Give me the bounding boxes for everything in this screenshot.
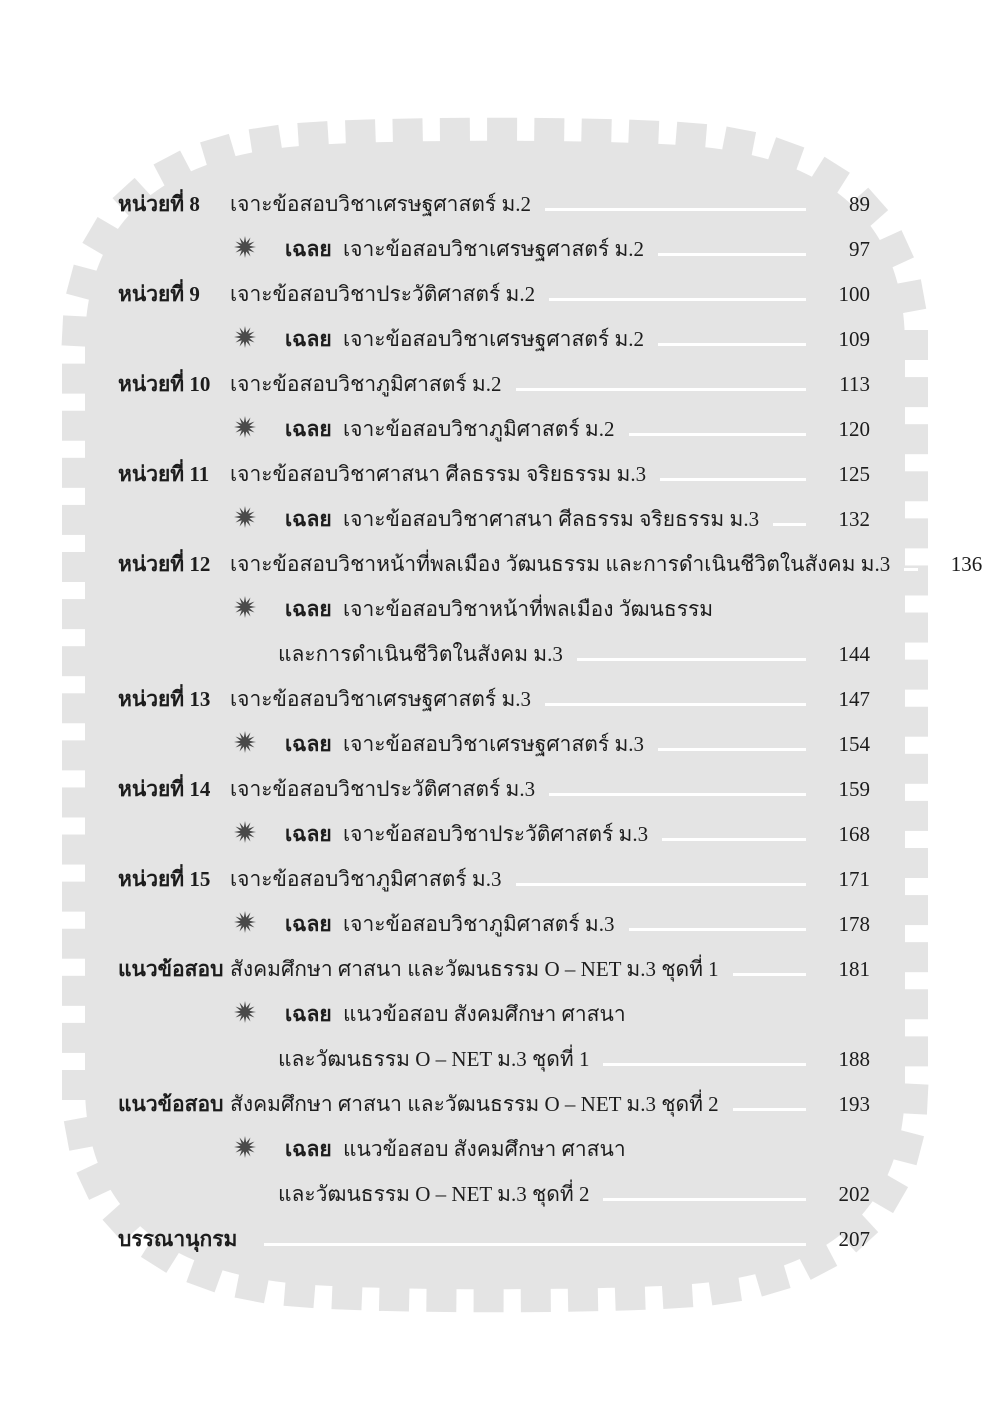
toc-entry-row — [118, 1027, 870, 1072]
toc-entry-row — [118, 532, 983, 577]
starburst-icon — [233, 325, 257, 349]
entry-label: หน่วยที่ 11 — [118, 461, 210, 486]
page-number: 125 — [838, 461, 870, 486]
toc-entry-row — [118, 352, 870, 397]
toc-entry-row — [118, 307, 870, 352]
leader-line — [264, 1243, 806, 1246]
toc-entry-row — [118, 262, 870, 307]
toc-entry-row — [118, 1162, 870, 1207]
entry-title: เจาะข้อสอบวิชาเศรษฐศาสตร์ ม.2 — [343, 236, 645, 261]
answer-prefix: เฉลย — [285, 731, 332, 756]
entry-label: หน่วยที่ 13 — [118, 686, 211, 711]
entry-label: หน่วยที่ 15 — [118, 866, 211, 891]
entry-title: เจาะข้อสอบวิชาภูมิศาสตร์ ม.2 — [230, 371, 502, 396]
page-number: 100 — [838, 281, 870, 306]
starburst-shape — [234, 731, 256, 753]
answer-prefix: เฉลย — [285, 1136, 332, 1161]
page-number: 159 — [838, 776, 870, 801]
toc-entry-row — [118, 802, 870, 847]
answer-prefix: เฉลย — [285, 911, 332, 936]
toc-entry-row — [118, 667, 870, 712]
page-number: 136 — [950, 551, 983, 576]
leader-line — [629, 433, 806, 436]
entry-marker — [230, 730, 260, 757]
page-number: 188 — [838, 1046, 870, 1071]
answer-prefix: เฉลย — [285, 416, 332, 441]
entry-title: เจาะข้อสอบวิชาศาสนา ศีลธรรม จริยธรรม ม.3 — [230, 461, 647, 486]
starburst-icon — [233, 1000, 257, 1024]
page-number: 202 — [838, 1181, 870, 1206]
leader-line — [662, 838, 806, 841]
answer-prefix: เฉลย — [285, 821, 332, 846]
entry-marker — [230, 505, 260, 532]
answer-prefix: เฉลย — [285, 596, 332, 621]
page-number: 154 — [838, 731, 870, 756]
leader-line — [733, 1108, 806, 1111]
leader-line — [577, 658, 806, 661]
entry-label: หน่วยที่ 10 — [118, 371, 211, 396]
toc-entry-row — [118, 847, 870, 892]
entry-marker — [230, 325, 260, 352]
leader-line — [545, 703, 806, 706]
toc-entry-row — [118, 217, 870, 262]
starburst-icon — [233, 820, 257, 844]
page-number: 171 — [838, 866, 870, 891]
entry-title: เจาะข้อสอบวิชาประวัติศาสตร์ ม.3 — [230, 776, 536, 801]
entry-marker — [230, 820, 260, 847]
entry-title: เจาะข้อสอบวิชาภูมิศาสตร์ ม.3 — [343, 911, 615, 936]
entry-title: และวัฒนธรรม O – NET ม.3 ชุดที่ 2 — [278, 1181, 590, 1206]
toc-entry-row — [118, 1207, 870, 1252]
entry-marker — [230, 415, 260, 442]
page-number: 109 — [838, 326, 870, 351]
entry-marker — [230, 1135, 260, 1162]
starburst-shape — [234, 911, 256, 933]
entry-title: เจาะข้อสอบวิชาประวัติศาสตร์ ม.3 — [343, 821, 649, 846]
starburst-icon — [233, 235, 257, 259]
entry-title: เจาะข้อสอบวิชาภูมิศาสตร์ ม.2 — [343, 416, 615, 441]
starburst-shape — [234, 236, 256, 258]
answer-prefix: เฉลย — [285, 326, 332, 351]
entry-marker — [230, 1000, 260, 1027]
entry-label: หน่วยที่ 8 — [118, 191, 200, 216]
answer-prefix: เฉลย — [285, 506, 332, 531]
toc-entry-row — [118, 442, 870, 487]
leader-line — [629, 928, 806, 931]
toc-entry-row — [118, 982, 870, 1027]
page-number: 120 — [838, 416, 870, 441]
entry-title: แนวข้อสอบ สังคมศึกษา ศาสนา — [343, 1136, 626, 1161]
entry-title: เจาะข้อสอบวิชาเศรษฐศาสตร์ ม.3 — [343, 731, 645, 756]
toc-entry-row — [118, 397, 870, 442]
starburst-icon — [233, 595, 257, 619]
leader-line — [603, 1063, 806, 1066]
page-number: 132 — [838, 506, 870, 531]
entry-title: เจาะข้อสอบวิชาเศรษฐศาสตร์ ม.2 — [343, 326, 645, 351]
toc-list — [118, 172, 983, 1252]
entry-title: เจาะข้อสอบวิชาเศรษฐศาสตร์ ม.3 — [230, 686, 532, 711]
answer-prefix: เฉลย — [285, 1001, 332, 1026]
toc-entry-row — [118, 622, 870, 667]
entry-title: และการดำเนินชีวิตในสังคม ม.3 — [278, 641, 563, 666]
page-number: 89 — [849, 191, 870, 216]
leader-line — [904, 568, 918, 571]
leader-line — [549, 793, 806, 796]
leader-line — [660, 478, 806, 481]
toc-entry-row — [118, 577, 870, 622]
starburst-shape — [234, 1136, 256, 1158]
entry-label: หน่วยที่ 12 — [118, 551, 211, 576]
leader-line — [516, 388, 806, 391]
starburst-icon — [233, 1135, 257, 1159]
leader-line — [545, 208, 806, 211]
entry-title: เจาะข้อสอบวิชาเศรษฐศาสตร์ ม.2 — [230, 191, 532, 216]
leader-line — [516, 883, 806, 886]
page-number: 193 — [838, 1091, 870, 1116]
page-number: 207 — [838, 1226, 870, 1251]
toc-entry-row — [118, 712, 870, 757]
toc-entry-row — [118, 1117, 870, 1162]
entry-title: เจาะข้อสอบวิชาภูมิศาสตร์ ม.3 — [230, 866, 502, 891]
leader-line — [658, 748, 806, 751]
entry-title: และวัฒนธรรม O – NET ม.3 ชุดที่ 1 — [278, 1046, 590, 1071]
answer-prefix: เฉลย — [285, 236, 332, 261]
entry-label: แนวข้อสอบ — [118, 956, 224, 981]
toc-entry-row — [118, 937, 870, 982]
leader-line — [603, 1198, 806, 1201]
page-number: 97 — [849, 236, 870, 261]
starburst-shape — [234, 1001, 256, 1023]
starburst-shape — [234, 416, 256, 438]
page-number: 144 — [838, 641, 870, 666]
page-number: 178 — [838, 911, 870, 936]
entry-marker — [230, 910, 260, 937]
entry-title: แนวข้อสอบ สังคมศึกษา ศาสนา — [343, 1001, 626, 1026]
toc-entry-row — [118, 892, 870, 937]
entry-title: เจาะข้อสอบวิชาศาสนา ศีลธรรม จริยธรรม ม.3 — [343, 506, 760, 531]
leader-line — [773, 523, 806, 526]
entry-title: เจาะข้อสอบวิชาหน้าที่พลเมือง วัฒนธรรม — [343, 596, 714, 621]
leader-line — [658, 253, 806, 256]
starburst-shape — [234, 596, 256, 618]
entry-title: สังคมศึกษา ศาสนา และวัฒนธรรม O – NET ม.3 ชุดที่ 1 — [230, 956, 719, 981]
page-number: 113 — [839, 371, 870, 396]
starburst-icon — [233, 910, 257, 934]
leader-line — [733, 973, 806, 976]
leader-line — [549, 298, 806, 301]
toc-entry-row — [118, 487, 870, 532]
entry-title: เจาะข้อสอบวิชาประวัติศาสตร์ ม.2 — [230, 281, 536, 306]
entry-label: บรรณานุกรม — [118, 1226, 238, 1251]
toc-entry-row — [118, 757, 870, 802]
page-number: 147 — [838, 686, 870, 711]
page-number: 168 — [838, 821, 870, 846]
entry-label: แนวข้อสอบ — [118, 1091, 224, 1116]
leader-line — [658, 343, 806, 346]
starburst-shape — [234, 821, 256, 843]
entry-title: เจาะข้อสอบวิชาหน้าที่พลเมือง วัฒนธรรม และการดำเนินชีวิตในสังคม ม.3 — [230, 551, 891, 576]
entry-marker — [230, 235, 260, 262]
entry-title: สังคมศึกษา ศาสนา และวัฒนธรรม O – NET ม.3 ชุดที่ 2 — [230, 1091, 719, 1116]
starburst-icon — [233, 505, 257, 529]
entry-label: หน่วยที่ 9 — [118, 281, 200, 306]
starburst-shape — [234, 326, 256, 348]
starburst-icon — [233, 730, 257, 754]
entry-marker — [230, 595, 260, 622]
entry-label: หน่วยที่ 14 — [118, 776, 211, 801]
starburst-shape — [234, 506, 256, 528]
starburst-icon — [233, 415, 257, 439]
toc-entry-row — [118, 1072, 870, 1117]
page-number: 181 — [838, 956, 870, 981]
toc-entry-row — [118, 172, 870, 217]
